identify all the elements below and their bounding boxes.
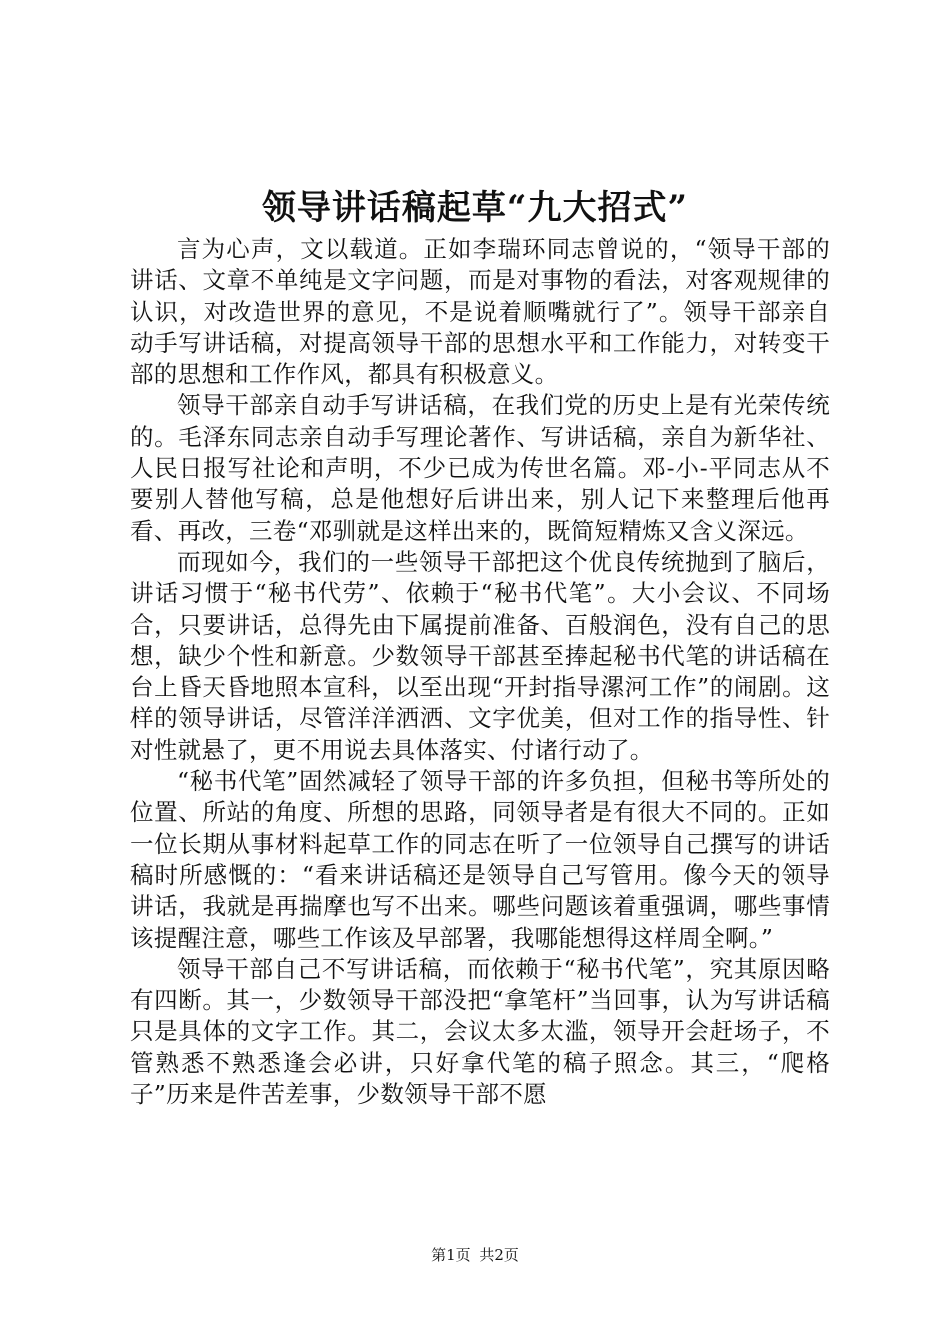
page-total: 共2页 — [479, 1246, 519, 1264]
paragraph-1: 言为心声，文以载道。正如李瑞环同志曾说的，“领导干部的讲话、文章不单纯是文字问题，而是对事物的看法，对客观规律的认识，对改造世界的意见，不是说着顺嘴就行了”。领导干部亲自动手写讲话稿，对提高领导干部的思想水平和工作能力，对转变干部的思想和工作作风，都具有积极意义。 — [130, 235, 830, 389]
page-number: 第1页 — [431, 1246, 471, 1264]
paragraph-3: 而现如今，我们的一些领导干部把这个优良传统抛到了脑后，讲话习惯于“秘书代劳”、依赖于“秘书代笔”。大小会议、不同场合，只要讲话，总得先由下属提前准备、百般润色，没有自己的思想，缺少个性和新意。少数领导干部甚至捧起秘书代笔的讲话稿在台上昏天昏地照本宣科，以至出现“开封指导漯河工作”的闹剧。这样的领导讲话，尽管洋洋洒洒、文字优美，但对工作的指导性、针对性就悬了，更不用说去具体落实、付诸行动了。 — [130, 547, 830, 764]
page-footer — [0, 1244, 950, 1265]
paragraph-5: 领导干部自己不写讲话稿，而依赖于“秘书代笔”，究其原因略有四断。其一，少数领导干部没把“拿笔杆”当回事，认为写讲话稿只是具体的文字工作。其二，会议太多太滥，领导开会赶场子，不管熟悉不熟悉逢会必讲，只好拿代笔的稿子照念。其三，“爬格子”历来是件苦差事，少数领导干部不愿 — [130, 954, 830, 1109]
paragraph-2: 领导干部亲自动手写讲话稿，在我们党的历史上是有光荣传统的。毛泽东同志亲自动手写理论著作、写讲话稿，亲自为新华社、人民日报写社论和声明，不少已成为传世名篇。邓-小-平同志从不要别人替他写稿，总是他想好后讲出来，别人记下来整理后他再看、再改，三卷“邓驯就是这样出来的，既简短精炼又含义深远。 — [130, 391, 830, 545]
document-title: 领导讲话稿起草“九大招式” — [261, 188, 689, 228]
paragraph-4: “秘书代笔”固然减轻了领导干部的许多负担，但秘书等所处的位置、所站的角度、所想的思路，同领导者是有很大不同的。正如一位长期从事材料起草工作的同志在听了一位领导自己撰写的讲话稿时所感慨的：“看来讲话稿还是领导自己写管用。像今天的领导讲话，我就是再揣摩也写不出来。哪些问题该着重强调，哪些事情该提醒注意，哪些工作该及早部署，我哪能想得这样周全啊。” — [130, 767, 830, 952]
document-body — [130, 234, 830, 1110]
